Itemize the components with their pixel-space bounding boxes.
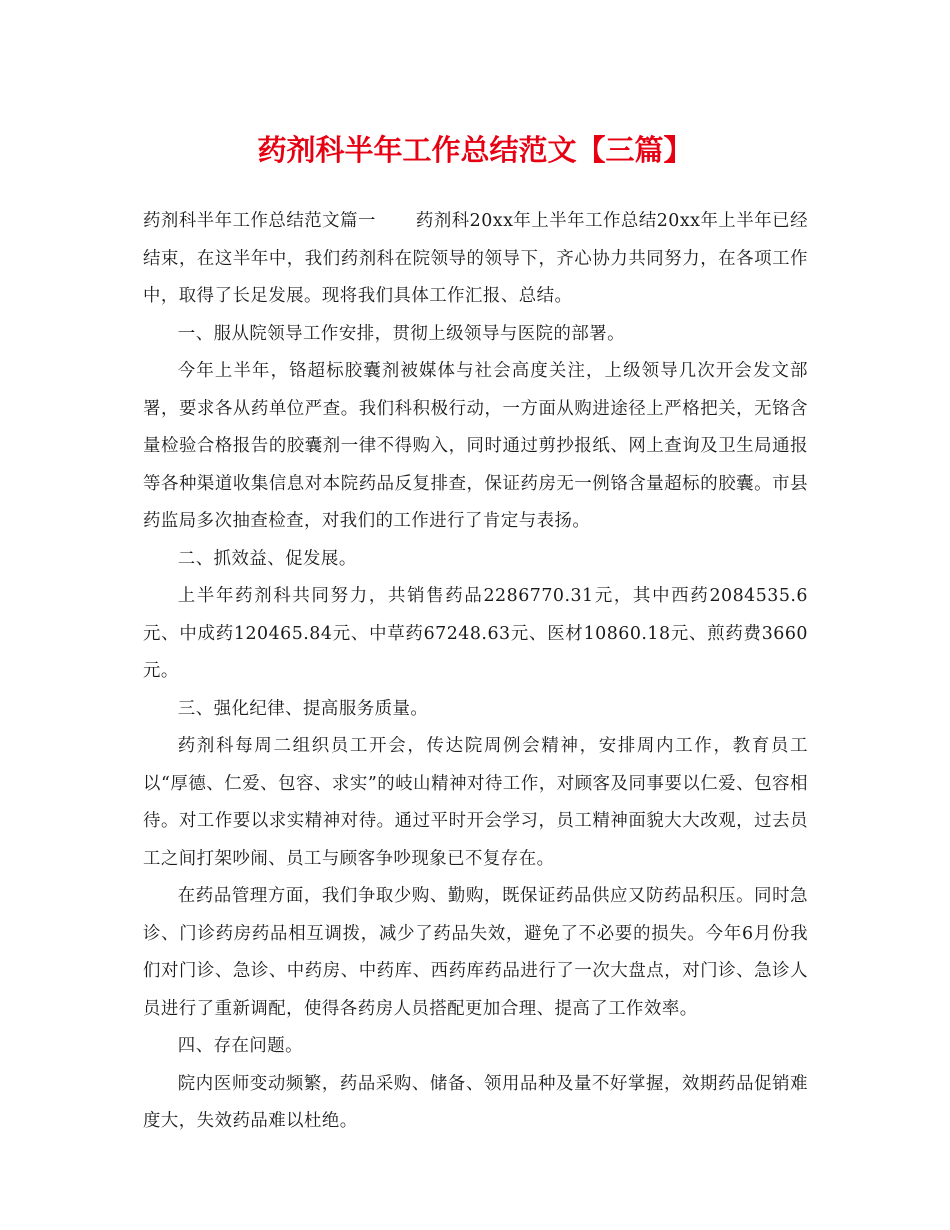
section-heading-1: 一、服从院领导工作安排，贯彻上级领导与医院的部署。 [177, 323, 626, 344]
paragraph-1: 今年上半年，铬超标胶囊剂被媒体与社会高度关注，上级领导几次开会发文部署，要求各从药单位严查。我们科积极行动，一方面从购进途径上严格把关，无铬含量检验合格报告的胶囊剂一律不得购入，同时通过剪抄报纸、网上查询及卫生局通报等各种渠道收集信息对本院药品反复排查，保证药房无一例铬含量超标的胶囊。市县药监局多次抽查检查，对我们的工作进行了肯定与表扬。 [143, 361, 808, 531]
paragraph-5: 院内医师变动频繁，药品采购、储备、领用品种及量不好掌握，效期药品促销难度大，失效药品难以杜绝。 [143, 1073, 808, 1131]
intro-text: 药剂科20xx年上半年工作总结20xx年上半年已经结束，在这半年中，我们药剂科在院领导的领导下，齐心协力共同努力，在各项工作中，取得了长足发展。现将我们具体工作汇报、总结。 [143, 211, 808, 306]
document-title: 药剂科半年工作总结范文【三篇】 [257, 133, 693, 167]
document-body [143, 203, 808, 1141]
section-heading-2: 二、抓效益、促发展。 [177, 548, 357, 569]
intro-heading: 药剂科半年工作总结范文篇一 [143, 211, 376, 231]
paragraph-4: 在药品管理方面，我们争取少购、勤购，既保证药品供应又防药品积压。同时急诊、门诊药房药品相互调拨，减少了药品失效，避免了不必要的损失。今年6月份我们对门诊、急诊、中药房、中药库、西药库药品进行了一次大盘点，对门诊、急诊人员进行了重新调配，使得各药房人员搭配更加合理、提高了工作效率。 [143, 886, 808, 1019]
paragraph-2: 上半年药剂科共同努力，共销售药品2286770.31元，其中西药2084535.6元、中成药120465.84元、中草药67248.63元、医材10860.18元、煎药费3660元。 [143, 586, 808, 681]
paragraph-3: 药剂科每周二组织员工开会，传达院周例会精神，安排周内工作，教育员工以“厚德、仁爱、包容、求实”的岐山精神对待工作，对顾客及同事要以仁爱、包容相待。对工作要以求实精神对待。通过平时开会学习，员工精神面貌大大改观，过去员工之间打架吵闹、员工与顾客争吵现象已不复存在。 [143, 736, 808, 869]
intro-paragraph [143, 203, 808, 316]
section-heading-3: 三、强化纪律、提高服务质量。 [177, 698, 429, 719]
section-heading-4: 四、存在问题。 [177, 1036, 304, 1056]
